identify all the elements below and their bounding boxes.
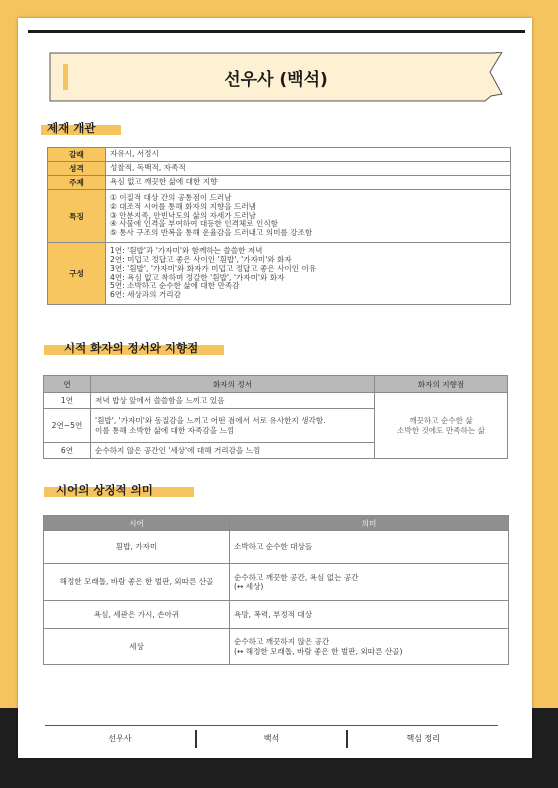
overview-row	[48, 176, 511, 190]
overview-line: ② 대조적 시어를 통해 화자의 지향을 드러냄	[110, 201, 256, 211]
overview-line: 성찰적, 독백적, 자족적	[110, 163, 186, 173]
col-header-word: 시어	[44, 516, 230, 531]
overview-line: ④ 사물에 인격을 부여하여 대등한 인격체로 인식함	[110, 219, 278, 229]
emotion-table	[43, 375, 508, 459]
overview-line: 6연: 세상과의 거리감	[110, 289, 181, 299]
overview-row	[48, 148, 511, 162]
symbol-meaning	[230, 601, 509, 629]
overview-value	[106, 148, 511, 162]
emotion-cell: 순수하지 않은 공간인 '세상'에 대해 거리감을 느낌	[91, 443, 375, 459]
section-heading-symbol: 시어의 상징적 의미	[44, 482, 194, 500]
overview-key: 갈래	[48, 148, 106, 162]
orientation-cell: 깨끗하고 순수한 삶 소박한 것에도 만족하는 삶	[375, 393, 508, 459]
symbol-meaning	[230, 564, 509, 601]
footer-rule	[45, 725, 498, 726]
col-header-meaning: 의미	[230, 516, 509, 531]
emotion-cell: '흰밥', '가자미'와 동질감을 느끼고 어떤 점에서 서로 유사한지 생각함. 이를 통해 소박한 삶에 대한 자족감을 느낌	[91, 409, 375, 443]
overview-key: 특징	[48, 190, 106, 243]
col-header-emotion: 화자의 정서	[91, 376, 375, 393]
symbol-row	[44, 564, 509, 601]
overview-line: ① 이질적 대상 간의 공통점이 드러남	[110, 193, 232, 203]
footer-author: 백석	[263, 734, 280, 743]
overview-key: 주제	[48, 176, 106, 190]
overview-line: 자유시, 서정시	[110, 149, 159, 159]
section-heading-emotion: 시적 화자의 정서와 지향점	[44, 340, 224, 358]
overview-value	[106, 243, 511, 305]
symbol-table	[43, 515, 509, 665]
meaning-line: (↔ 세상)	[234, 582, 264, 591]
overview-table	[47, 147, 511, 305]
symbol-word: 욕심, 세괃은 가시, 손아귀	[44, 601, 230, 629]
meaning-line: 욕망, 폭력, 부정적 대상	[234, 609, 313, 619]
col-header-orientation: 화자의 지향점	[375, 376, 508, 393]
symbol-row	[44, 531, 509, 564]
overview-line: 욕심 없고 깨끗한 삶에 대한 지향	[110, 177, 218, 187]
meaning-line: 순수하고 깨끗하지 않은 공간	[234, 637, 330, 647]
overview-value	[106, 176, 511, 190]
col-header-stanza: 연	[44, 376, 91, 393]
overview-line: ③ 안분지족, 안빈낙도의 삶의 자세가 드러남	[110, 210, 256, 220]
overview-row	[48, 190, 511, 243]
document-page	[18, 18, 532, 758]
page-title: 선우사 (백석)	[224, 70, 328, 90]
symbol-word: 세상	[44, 629, 230, 665]
overview-key: 성격	[48, 162, 106, 176]
title-banner	[49, 52, 503, 102]
top-rule	[28, 30, 525, 33]
symbol-row	[44, 601, 509, 629]
symbol-meaning	[230, 531, 509, 564]
stanza-cell: 1연	[44, 393, 91, 409]
footer-label: 핵심 정리	[406, 734, 440, 743]
overview-key: 구성	[48, 243, 106, 305]
meaning-line: (↔ 해정한 모래톱, 바람 좋은 한 벌판, 외따른 산골)	[234, 646, 403, 656]
stanza-cell: 6연	[44, 443, 91, 459]
overview-line: 4연: 욕심 없고 착하며 정갈한 '흰밥', '가자미'와 화자	[110, 272, 285, 282]
overview-row	[48, 243, 511, 305]
overview-value	[106, 162, 511, 176]
overview-value	[106, 190, 511, 243]
footer	[45, 730, 498, 748]
overview-line: 2연: 미덥고 정답고 좋은 사이인 '흰밥', '가자미'와 화자	[110, 255, 292, 265]
section-heading-overview: 제재 개관	[41, 120, 121, 138]
overview-line: 1연: '흰밥'과 '가자미'와 함께하는 쓸쓸한 저녁	[110, 246, 263, 256]
overview-line: 3연: '흰밥', '가자미'와 화자가 미덥고 정답고 좋은 사이인 이유	[110, 263, 317, 273]
overview-row	[48, 162, 511, 176]
overview-line: 5연: 소박하고 순수한 삶에 대한 만족감	[110, 281, 240, 291]
symbol-word: 해정한 모래톱, 바람 좋은 한 벌판, 외따른 산골	[44, 564, 230, 601]
emotion-cell: 저녁 밥상 앞에서 쓸쓸함을 느끼고 있음	[91, 393, 375, 409]
symbol-meaning	[230, 629, 509, 665]
stanza-cell: 2연~5연	[44, 409, 91, 443]
meaning-line: 순수하고 깨끗한 공간, 욕심 없는 공간	[234, 572, 359, 582]
footer-title: 선우사	[108, 734, 132, 743]
overview-line: ⑤ 통사 구조의 반복을 통해 운율감을 드러내고 의미를 강조함	[110, 228, 313, 238]
symbol-word: 흰밥, 가자미	[44, 531, 230, 564]
meaning-line: 소박하고 순수한 대상들	[234, 542, 313, 552]
symbol-row	[44, 629, 509, 665]
